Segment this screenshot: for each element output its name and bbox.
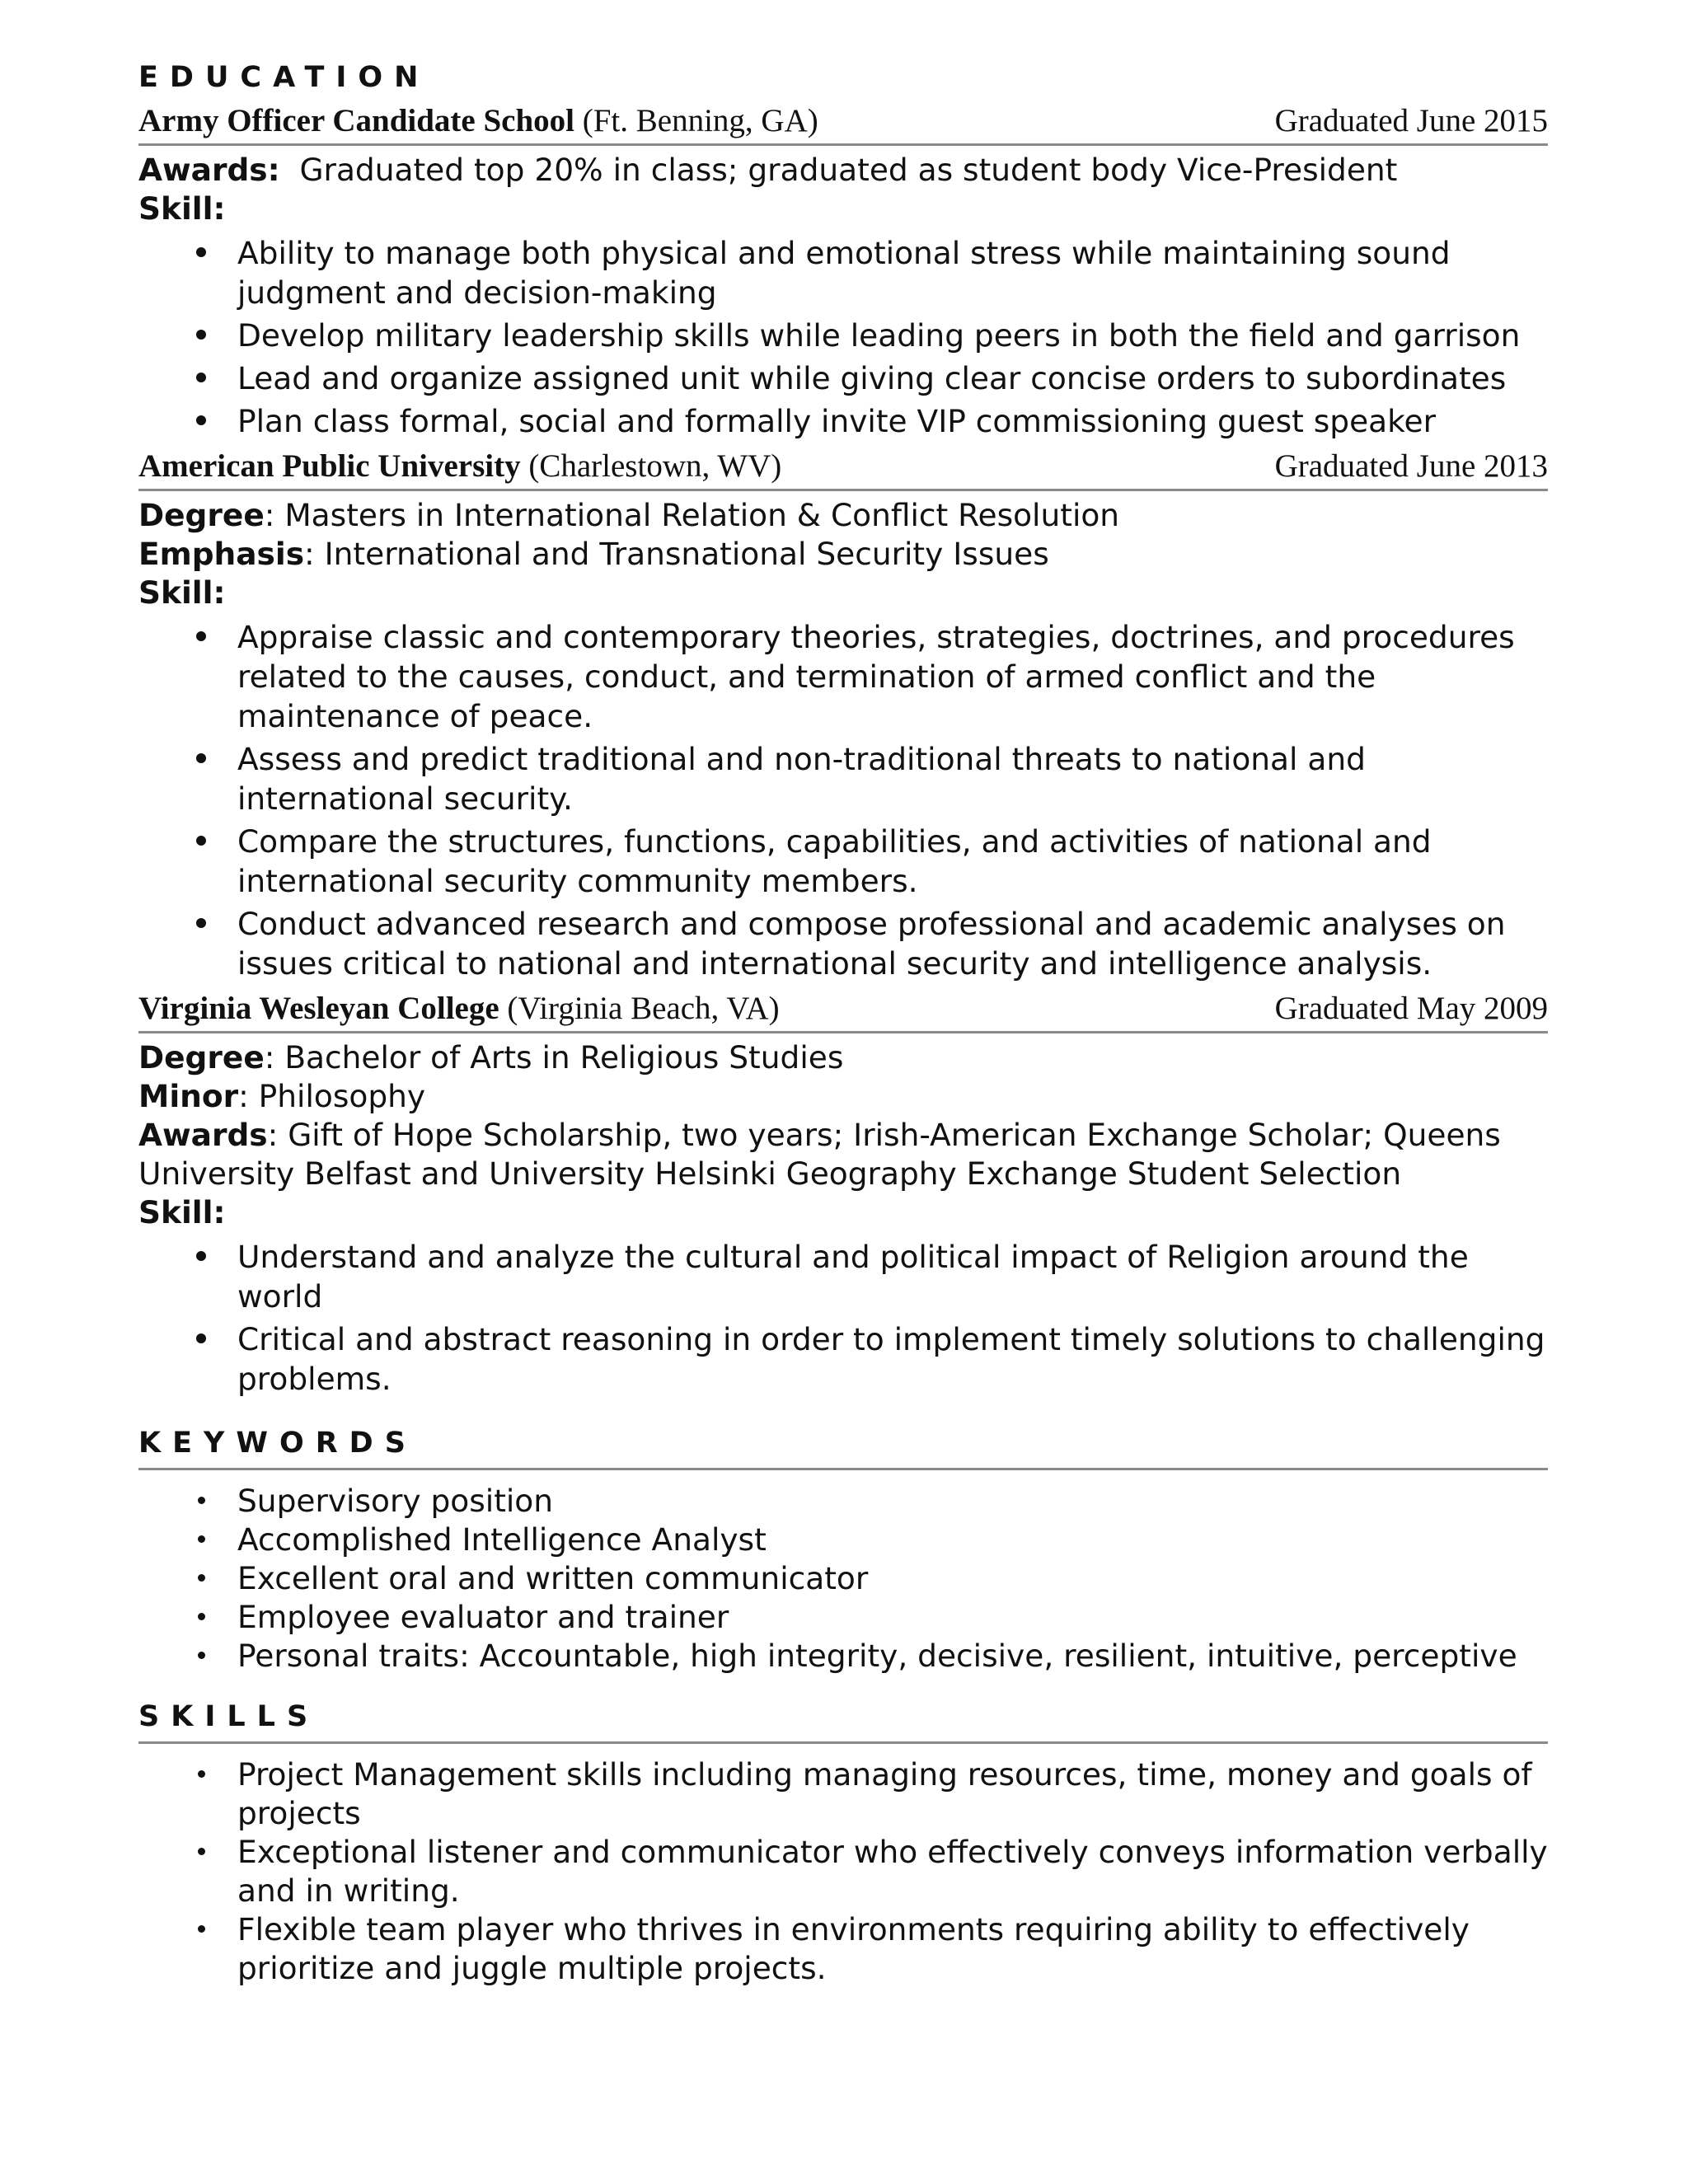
list-item	[138, 316, 1548, 355]
school-title	[138, 446, 781, 487]
school-title	[138, 101, 818, 142]
bullet-icon	[196, 247, 206, 257]
item-text: Critical and abstract reasoning in order to implement timely solutions to challenging problems.	[237, 1321, 1545, 1397]
item-text: Project Management skills including managing resources, time, money and goals of projects	[237, 1756, 1532, 1831]
item-text: Lead and organize assigned unit while giving clear concise orders to subordinates	[237, 360, 1507, 396]
list-item	[138, 1482, 1548, 1521]
bullet-icon	[198, 1848, 205, 1855]
keywords-list	[138, 1482, 1548, 1675]
detail-text: : Masters in International Relation & Conflict Resolution	[264, 497, 1120, 533]
graduation-date: Graduated June 2013	[1274, 448, 1548, 484]
skill-label: Skill:	[138, 1194, 226, 1230]
bullet-icon	[198, 1613, 205, 1620]
item-text: Personal traits: Accountable, high integrity, decisive, resilient, intuitive, perceptive	[237, 1638, 1517, 1674]
detail-text: Graduated top 20% in class; graduated as student body Vice-President	[279, 152, 1398, 188]
bullet-icon	[196, 836, 206, 846]
skill-list	[138, 617, 1548, 983]
list-item	[138, 1910, 1548, 1988]
item-text: Develop military leadership skills while leading peers in both the field and garrison	[237, 317, 1521, 354]
detail-line	[138, 1038, 1548, 1077]
bullet-icon	[198, 1574, 205, 1582]
skill-label-line	[138, 190, 1548, 228]
list-item	[138, 359, 1548, 398]
item-text: Assess and predict traditional and non-traditional threats to national and international security.	[237, 741, 1366, 817]
item-text: Compare the structures, functions, capabilities, and activities of national and international security community members.	[237, 823, 1432, 899]
school-name: Army Officer Candidate School	[138, 103, 574, 138]
detail-label: Degree	[138, 497, 265, 533]
bullet-icon	[196, 631, 206, 641]
school-header	[138, 101, 1548, 146]
list-item	[138, 1637, 1548, 1675]
school-header	[138, 988, 1548, 1033]
school-name: American Public University	[138, 448, 521, 484]
list-item	[138, 1237, 1548, 1316]
detail-label: Emphasis	[138, 536, 305, 572]
bullet-icon	[196, 753, 206, 763]
detail-line	[138, 1077, 1548, 1116]
keywords-heading: KEYWORDS	[138, 1423, 1548, 1470]
bullet-icon	[196, 1251, 206, 1261]
list-item	[138, 1833, 1548, 1910]
detail-line	[138, 1116, 1548, 1193]
list-item	[138, 1521, 1548, 1559]
school-location: (Virginia Beach, VA)	[507, 991, 780, 1026]
list-item	[138, 822, 1548, 901]
school-header	[138, 446, 1548, 491]
item-text: Ability to manage both physical and emotional stress while maintaining sound judgment and decision-making	[237, 235, 1451, 311]
detail-label: Awards	[138, 1117, 268, 1153]
skills-list	[138, 1755, 1548, 1988]
list-item	[138, 739, 1548, 818]
item-text: Appraise classic and contemporary theories, strategies, doctrines, and procedures related to the causes, conduct, and termination of armed conflict and the maintenance of peace.	[237, 619, 1515, 734]
detail-line	[138, 151, 1548, 190]
list-item	[138, 617, 1548, 736]
list-item	[138, 1598, 1548, 1637]
list-item	[138, 1559, 1548, 1598]
bullet-icon	[198, 1652, 205, 1659]
detail-line	[138, 535, 1548, 574]
detail-label: Awards:	[138, 152, 280, 188]
skill-list	[138, 1237, 1548, 1399]
bullet-icon	[196, 1333, 206, 1343]
detail-label: Degree	[138, 1039, 265, 1076]
item-text: Exceptional listener and communicator who effectively conveys information verbally and in writing.	[237, 1834, 1548, 1909]
item-text: Employee evaluator and trainer	[237, 1599, 729, 1635]
detail-text: : International and Transnational Security Issues	[304, 536, 1049, 572]
bullet-icon	[198, 1925, 205, 1933]
bullet-icon	[198, 1535, 205, 1543]
skill-label: Skill:	[138, 190, 226, 227]
skill-label: Skill:	[138, 574, 226, 611]
bullet-icon	[198, 1770, 205, 1778]
list-item	[138, 904, 1548, 983]
detail-text: : Bachelor of Arts in Religious Studies	[264, 1039, 844, 1076]
school-name: Virginia Wesleyan College	[138, 991, 499, 1026]
education-heading: EDUCATION	[138, 61, 430, 94]
item-text: Supervisory position	[237, 1483, 554, 1519]
bullet-icon	[196, 373, 206, 382]
school-location: (Ft. Benning, GA)	[582, 103, 818, 138]
list-item	[138, 233, 1548, 312]
graduation-date: Graduated May 2009	[1274, 991, 1548, 1026]
item-text: Conduct advanced research and compose professional and academic analyses on issues critical to national and international security and intelligence analysis.	[237, 906, 1506, 982]
bullet-icon	[196, 918, 206, 928]
item-text: Excellent oral and written communicator	[237, 1560, 869, 1596]
item-text: Accomplished Intelligence Analyst	[237, 1521, 767, 1558]
bullet-icon	[196, 330, 206, 340]
item-text: Plan class formal, social and formally invite VIP commissioning guest speaker	[237, 403, 1437, 439]
skills-heading: SKILLS	[138, 1697, 1548, 1744]
bullet-icon	[198, 1497, 205, 1504]
school-location: (Charlestown, WV)	[528, 448, 782, 484]
item-text: Flexible team player who thrives in environments requiring ability to effectively prioritize and juggle multiple projects.	[237, 1911, 1470, 1986]
detail-text: : Philosophy	[238, 1078, 426, 1114]
detail-line	[138, 496, 1548, 535]
item-text: Understand and analyze the cultural and political impact of Religion around the world	[237, 1239, 1469, 1315]
list-item	[138, 401, 1548, 441]
graduation-date: Graduated June 2015	[1274, 103, 1548, 138]
list-item	[138, 1319, 1548, 1399]
skill-list	[138, 233, 1548, 441]
skill-label-line	[138, 1193, 1548, 1232]
list-item	[138, 1755, 1548, 1833]
detail-label: Minor	[138, 1078, 239, 1114]
detail-text: : Gift of Hope Scholarship, two years; Irish-American Exchange Scholar; Queens University Belfast and University Helsinki Geography Exchange Student Selection	[138, 1117, 1501, 1192]
skill-label-line	[138, 574, 1548, 612]
bullet-icon	[196, 415, 206, 425]
school-title	[138, 988, 780, 1029]
resume-page	[138, 58, 1548, 1988]
